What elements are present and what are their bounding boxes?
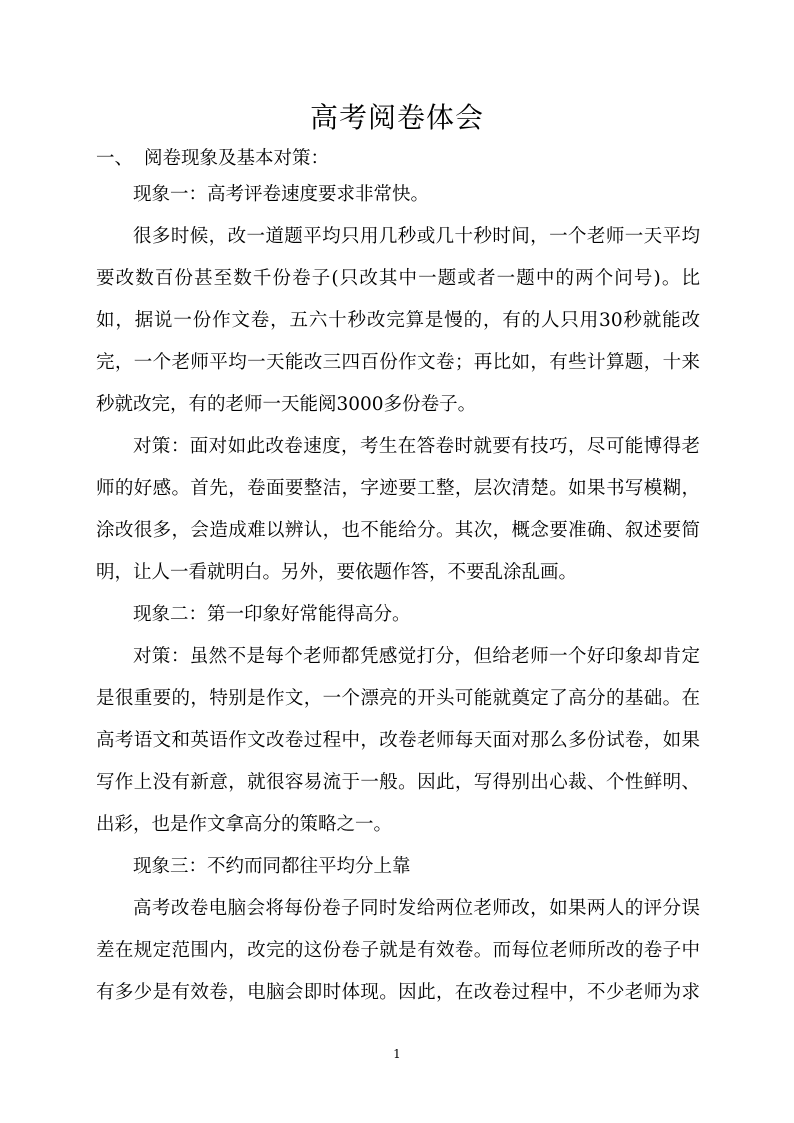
paragraph-phenomenon-1: 现象一：高考评卷速度要求非常快。 — [133, 184, 430, 205]
section-heading-text: 阅卷现象及基本对策： — [144, 148, 330, 169]
paragraph-1: 很多时候，改一道题平均只用几秒或几十秒时间，一个老师一天平均要改数百份甚至数千份卷子(只改其中一题或者一题中的两个问号)。比如，据说一份作文卷，五六十秒改完算是慢的，有的人只用30秒就能改完，一个老师平均一天能改三四百份作文卷；再比如，有些计算题，十来秒就改完，有的老师一天能阅3000多份卷子。 — [96, 226, 700, 415]
page-number: 1 — [393, 1047, 401, 1061]
paragraph-countermeasure-2: 对策：虽然不是每个老师都凭感觉打分，但给老师一个好印象却肯定是很重要的，特别是作文，一个漂亮的开头可能就奠定了高分的基础。在高考语文和英语作文改卷过程中，改卷老师每天面对那么多份试卷，如果写作上没有新意，就很容易流于一般。因此，写得别出心裁、个性鲜明、出彩，也是作文拿高分的策略之一。 — [96, 646, 700, 835]
section-heading — [96, 145, 329, 173]
section-number: 一、 — [96, 148, 134, 169]
paragraph-phenomenon-3: 现象三：不约而同都往平均分上靠 — [133, 856, 411, 877]
paragraph-phenomenon-2: 现象二：第一印象好常能得高分。 — [133, 604, 411, 625]
paragraph-3: 高考改卷电脑会将每份卷子同时发给两位老师改，如果两人的评分误差在规定范围内，改完的这份卷子就是有效卷。而每位老师所改的卷子中有多少是有效卷，电脑会即时体现。因此，在改卷过程中，不少老师为求 — [96, 898, 700, 1003]
body-text — [96, 174, 700, 1014]
paragraph-countermeasure-1: 对策：面对如此改卷速度，考生在答卷时就要有技巧，尽可能博得老师的好感。首先，卷面要整洁，字迹要工整，层次清楚。如果书写模糊，涂改很多，会造成难以辨认，也不能给分。其次，概念要准确、叙述要简明，让人一看就明白。另外，要依题作答，不要乱涂乱画。 — [96, 436, 700, 583]
document-title: 高考阅卷体会 — [309, 101, 484, 134]
